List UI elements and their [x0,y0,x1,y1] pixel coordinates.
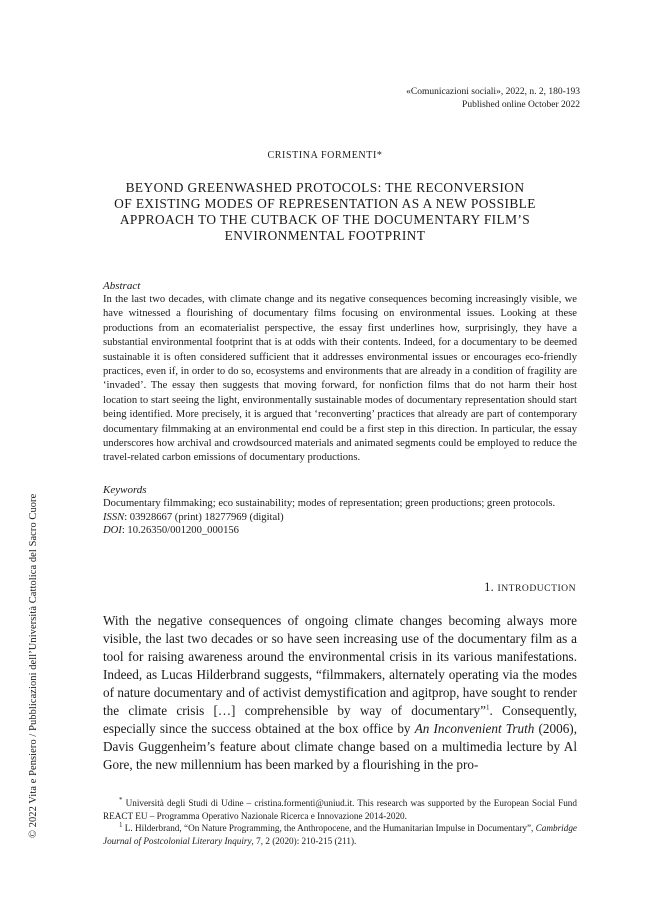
issn-value: : 03928667 (print) 18277969 (digital) [124,512,284,524]
doi-label: DOI [103,525,122,537]
footnotes [103,797,577,847]
publication-date: Published online October 2022 [462,100,580,110]
author-name: CRISTINA FORMENTI* [267,150,383,161]
doi-line [103,524,577,537]
title-line: BEYOND GREENWASHED PROTOCOLS: THE RECONVERSION [125,180,525,195]
footnote-journal: Cambridge Journal of Postcolonial Literary Inquiry [103,823,577,846]
journal-header [406,86,580,112]
keywords-label: Keywords [103,484,147,496]
footnote-text: Università degli Studi di Udine – cristina.formenti@uniud.it. This research was supported by the European Social Fund REACT EU – Programma Operativo Nazionale Ricerca e Innovazione 2014-2020. [103,798,577,821]
issn-line [103,511,577,524]
abstract-section [103,279,577,466]
section-title: INTRODUCTION [497,583,576,594]
journal-citation: «Comunicazioni sociali», 2022, n. 2, 180-193 [406,87,580,97]
title-line: APPROACH TO THE CUTBACK OF THE DOCUMENTARY FILM’S [119,212,531,227]
title-line: OF EXISTING MODES OF REPRESENTATION AS A NEW POSSIBLE [114,196,536,211]
section-heading [484,580,576,595]
footnote-text: , 7, 2 (2020): 210-215 (211). [251,835,357,846]
title-line: ENVIRONMENTAL FOOTPRINT [224,228,426,243]
footnote-1 [103,822,577,847]
copyright-margin: © 2022 Vita e Pensiero / Pubblicazioni dell’Università Cattolica del Sacro Cuore [28,493,39,838]
footnote-ref[interactable]: 1 [486,703,490,712]
paper-title [100,180,550,244]
body-text-part: With the negative consequences of ongoing climate changes becoming always more visible, the last two decades or so have seen increasing use of the documentary film as a tool for raising awareness around the environmental crisis in its various manifestations. Indeed, as Lucas Hilderbrand suggests, “filmmakers, alternately operating via the modes of nature documentary and of activist demystification and agitprop, have sought to render the climate crisis […] comprehensible by way of documentary” [103,613,577,718]
issn-label: ISSN [103,512,125,524]
body-text-part: . Consequently, especially since the success obtained at the box office by [103,703,578,736]
keywords-text: Documentary filmmaking; eco sustainability; modes of representation; green productions; green protocols. [103,498,556,509]
footnote-author [103,797,577,822]
body-paragraph [103,612,577,774]
film-title: An Inconvenient Truth [414,721,535,736]
footnote-mark: * [119,795,123,804]
footnote-text: L. Hilderbrand, “On Nature Programming, the Anthropocene, and the Humanitarian Impulse in Documentary”, [122,823,536,833]
section-number: 1. [484,580,498,594]
abstract-label: Abstract [103,280,141,292]
body-text-part: (2006), Davis Guggenheim’s feature about climate change based on a multimedia lecture by Al Gore, the new millennium has been marked by a flourishing in the pro- [103,721,577,772]
doi-value: : 10.26350/001200_000156 [121,525,239,537]
keywords-section [103,483,577,537]
footnote-mark: 1 [119,820,123,829]
abstract-text: In the last two decades, with climate change and its negative consequences becoming increasingly visible, we have witnessed a flourishing of documentary films focusing on environmental issues. Looking at these productions from an ecomaterialist perspective, the essay first underlines how, surprisingly, they have a substantial environmental footprint that is at odds with their contents. Indeed, for a documentary to be deemed sustainable it is often considered sufficient that it addresses environmental issues or encourages eco-friendly practices, even if, in order to do so, ecosystems and environments that are already in a condition of fragility are ‘invaded’. The essay then suggests that moving forward, for nonfiction films that do not harm their host location to start seeing the light, environmentally sustainable modes of documentary representation should start being identified. More precisely, it is argued that ‘reconverting’ practices that already are part of contemporary documentary filmmaking at an environmental end could be a first step in this direction. In particular, the essay underscores how archival and crowdsourced materials and animated segments could be employed to reduce the travel-related carbon emissions of documentary productions. [103,294,577,464]
